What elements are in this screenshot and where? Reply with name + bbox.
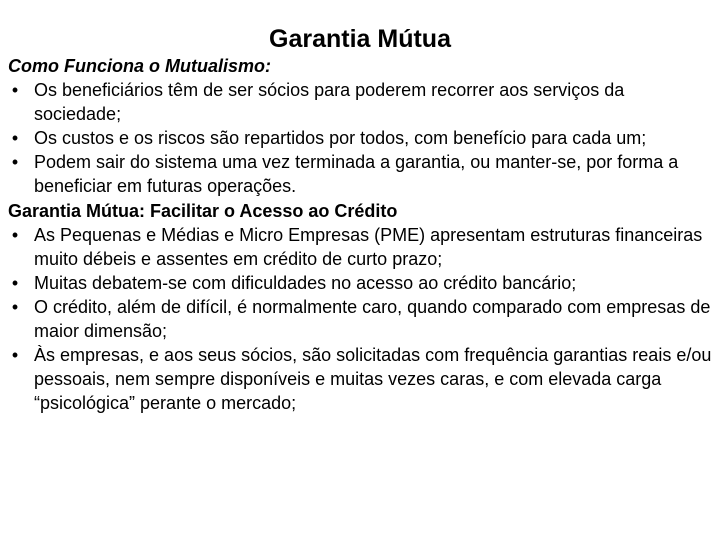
- list-item: [8, 223, 714, 271]
- list-item-text: Às empresas, e aos seus sócios, são solicitadas com frequência garantias reais e/ou pessoais, nem sempre disponíveis e muitas vezes caras, e com elevada carga “psicológica” perante o mercado;: [34, 345, 712, 414]
- bullet-icon: •: [11, 296, 19, 317]
- bullet-icon: •: [11, 345, 19, 366]
- list-item: [8, 78, 714, 126]
- section-heading-mutualism: Como Funciona o Mutualismo:: [8, 56, 271, 76]
- slide-title: Garantia Mútua: [269, 25, 451, 53]
- list-item-text: As Pequenas e Médias e Micro Empresas (PME) apresentam estruturas financeiras muito débeis e assentes em crédito de curto prazo;: [34, 224, 703, 269]
- section-heading-credit-access: Garantia Mútua: Facilitar o Acesso ao Crédito: [8, 200, 398, 221]
- list-item: [8, 150, 714, 198]
- slide-content: [8, 54, 714, 415]
- bullet-icon: •: [11, 80, 19, 101]
- list-item-text: Muitas debatem-se com dificuldades no acesso ao crédito bancário;: [34, 272, 577, 293]
- list-item-text: O crédito, além de difícil, é normalmente caro, quando comparado com empresas de maior dimensão;: [34, 296, 711, 342]
- list-item-text: Os beneficiários têm de ser sócios para poderem recorrer aos serviços da sociedade;: [34, 80, 625, 125]
- list-item-text: Podem sair do sistema uma vez terminada a garantia, ou manter-se, por forma a beneficiar em futuras operações.: [34, 152, 679, 197]
- bullet-icon: •: [11, 224, 19, 245]
- list-item: [8, 295, 714, 343]
- list-item: [8, 271, 714, 295]
- bullet-icon: •: [11, 152, 19, 173]
- list-item: [8, 126, 714, 150]
- bullet-list-mutualism: [8, 78, 714, 198]
- list-item-text: Os custos e os riscos são repartidos por todos, com benefício para cada um;: [34, 128, 647, 149]
- bullet-icon: •: [11, 128, 19, 149]
- bullet-list-credit-access: [8, 223, 714, 416]
- bullet-icon: •: [11, 272, 19, 293]
- list-item: [8, 343, 714, 415]
